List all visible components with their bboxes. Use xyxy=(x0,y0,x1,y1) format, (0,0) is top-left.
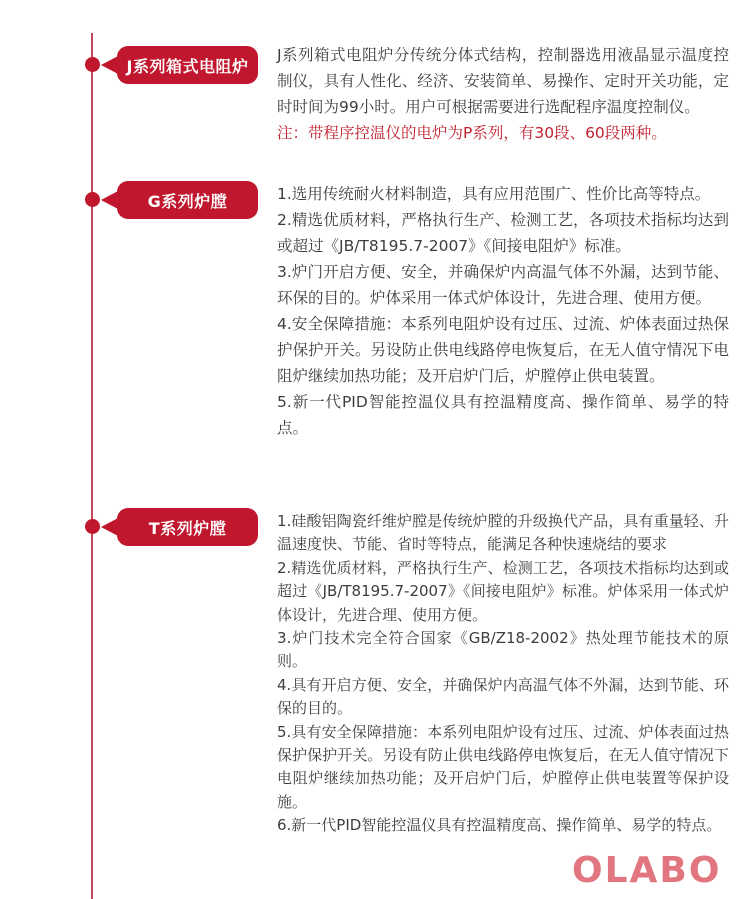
paragraph: 5.具有安全保障措施：本系列电阻炉设有过压、过流、炉体表面过热保护保护开关。另设有防止供电线路停电恢复后，在无人值守情况下电阻炉继续加热功能；及开启炉门后，炉膛停止供电装置等保护设施。 xyxy=(277,722,729,811)
paragraph: 5.新一代PID智能控温仪具有控温精度高、操作简单、易学的特点。 xyxy=(277,393,729,437)
section-banner-g-series xyxy=(117,181,258,219)
timeline-dot xyxy=(85,519,100,534)
paragraph: 1.硅酸铝陶瓷纤维炉膛是传统炉膛的升级换代产品，具有重量轻、升温速度快、节能、省时等特点，能满足各种快速烧结的要求 xyxy=(277,512,729,554)
timeline-dot xyxy=(85,192,100,207)
section-banner-j-series xyxy=(117,46,258,84)
section-text-j-series xyxy=(277,42,729,146)
paragraph: 3.炉门技术完全符合国家《GB/Z18-2002》热处理节能技术的原则。 xyxy=(277,629,729,671)
paragraph: 1.选用传统耐火材料制造，具有应用范围广、性价比高等特点。 xyxy=(277,185,711,203)
note-text: 注：带程序控温仪的电炉为P系列，有30段、60段两种。 xyxy=(277,124,667,142)
olabo-logo: OLABO xyxy=(572,850,722,891)
banner-title: J系列箱式电阻炉 xyxy=(126,56,249,76)
paragraph: 3.炉门开启方便、安全，并确保炉内高温气体不外漏，达到节能、环保的目的。炉体采用一体式炉体设计，先进合理、使用方便。 xyxy=(277,263,729,307)
paragraph: 2.精选优质材料，严格执行生产、检测工艺，各项技术指标均达到或超过《JB/T8195.7-2007》《间接电阻炉》标准。炉体采用一体式炉体设计，先进合理、使用方便。 xyxy=(277,558,729,624)
paragraph: 4.具有开启方便、安全，并确保炉内高温气体不外漏，达到节能、环保的目的。 xyxy=(277,675,729,718)
section-banner-t-series xyxy=(117,508,258,546)
section-text-t-series xyxy=(277,510,729,838)
banner-title: G系列炉膛 xyxy=(147,191,228,211)
paragraph: J系列箱式电阻炉分传统分体式结构，控制器选用液晶显示温度控制仪，具有人性化、经济、安装简单、易操作、定时开关功能，定时时间为99小时。用户可根据需要进行选配程序温度控制仪。 xyxy=(277,46,729,116)
timeline-dot xyxy=(85,57,100,72)
timeline-line xyxy=(91,33,93,899)
paragraph: 4.安全保障措施：本系列电阻炉设有过压、过流、炉体表面过热保护保护开关。另设防止供电线路停电恢复后，在无人值守情况下电阻炉继续加热功能；及开启炉门后，炉膛停止供电装置。 xyxy=(277,315,729,385)
banner-title: T系列炉膛 xyxy=(148,518,227,538)
paragraph: 2.精选优质材料，严格执行生产、检测工艺，各项技术指标均达到或超过《JB/T8195.7-2007》《间接电阻炉》标准。 xyxy=(277,211,729,255)
section-text-g-series xyxy=(277,181,729,441)
paragraph: 6.新一代PID智能控温仪具有控温精度高、操作简单、易学的特点。 xyxy=(277,816,722,835)
